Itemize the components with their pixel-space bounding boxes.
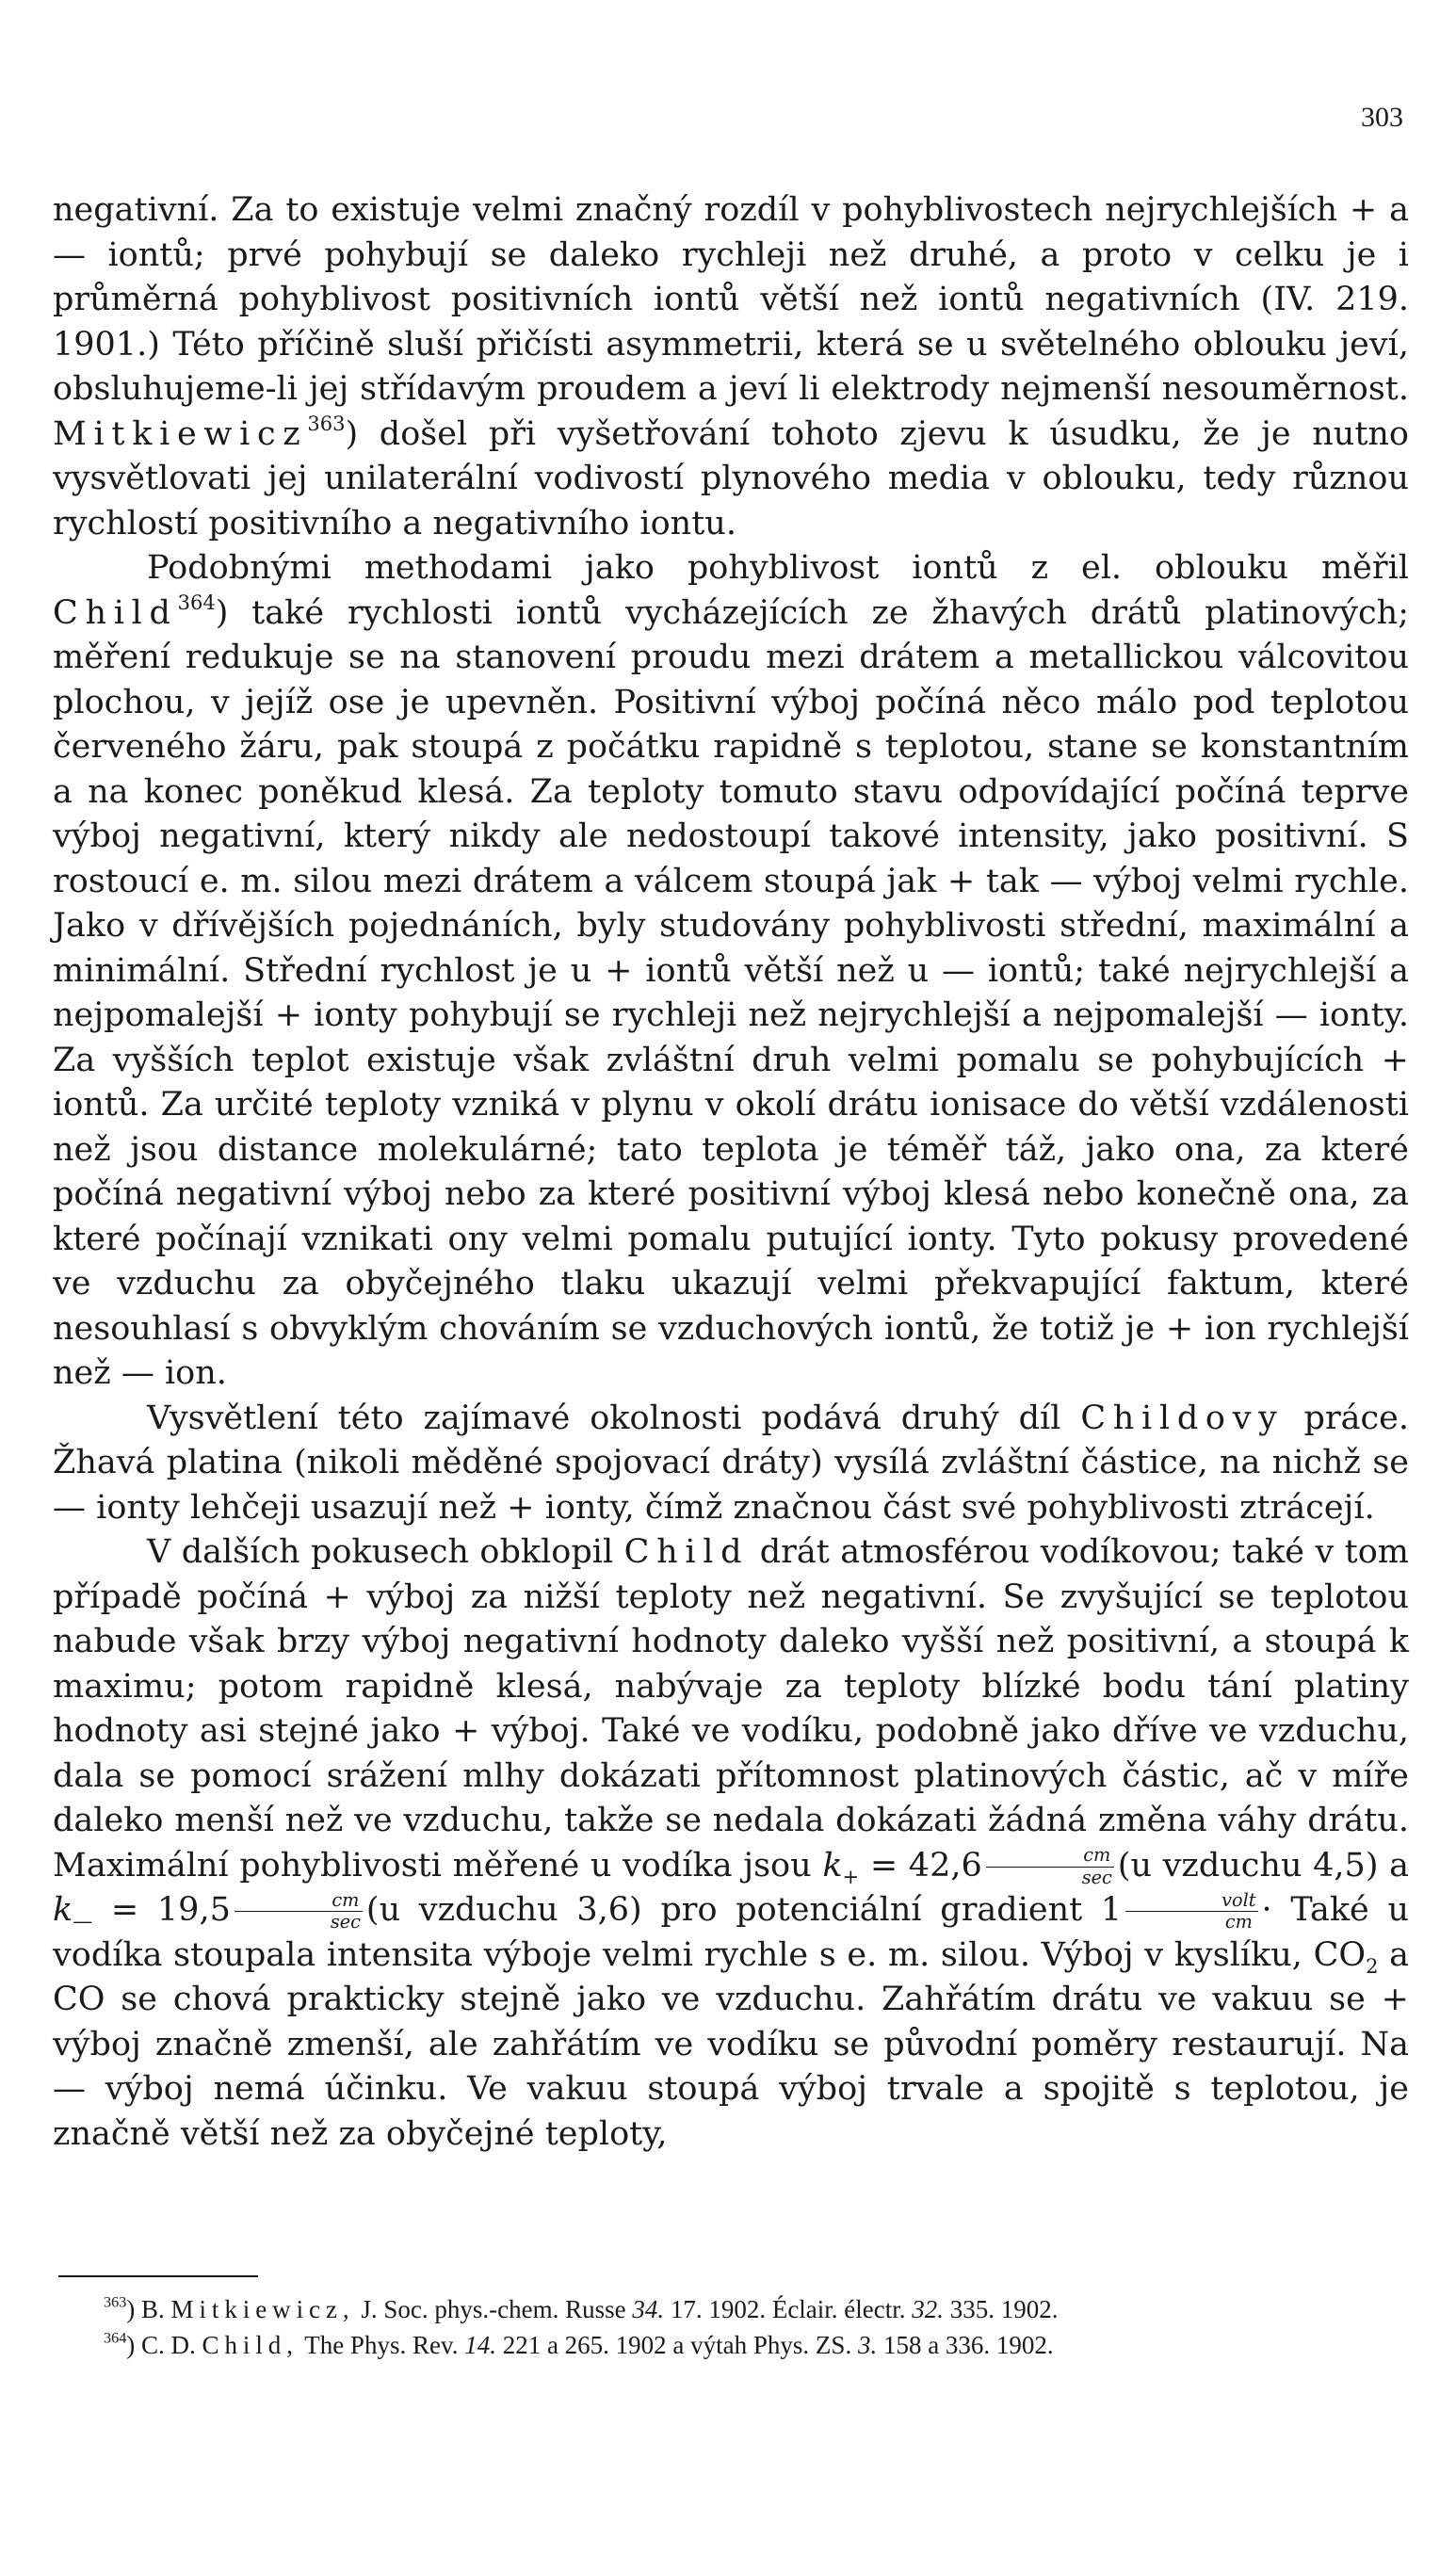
footnote-ref-364: 364: [177, 590, 216, 614]
footnote-364-volume: 14.: [464, 2331, 496, 2359]
paragraph-1-text-b: ) došel při vyšetřování tohoto zjevu k úsudku, že je nutno vysvětlovati jej unilaterální vodivostí plynového media v oblouku, tedy různou rychlostí positivního a negativního iontu.: [53, 414, 1409, 542]
paragraph-1-text-a: negativní. Za to existuje velmi značný rozdíl v pohyblivostech nejrychlejších + a — iontů; prvé pohybují se daleko rychleji než druhé, a proto v celku je i průměrná pohyblivost positivních iontů větší než iontů negativních (IV. 219. 1901.) Této příčině sluší přičísti asymmetrii, která se u světelného oblouku jeví, obsluhujeme-li jej střídavým proudem a jeví li elektrody nejmenší nesouměrnost.: [53, 191, 1409, 408]
main-text: [53, 188, 1409, 2157]
paragraph-2-text-b: ) také rychlosti iontů vycházejících ze žhavých drátů platinových; měření redukuje se na stanovení proudu mezi drátem a metallickou válcovitou plochou, v jejíž ose je upevněn. Positivní výboj počíná něco málo pod teplotou červeného žáru, pak stoupá z počátku rapidně s teplotou, stane se konstantním a na konec poněkud klesá. Za teploty tomuto stavu odpovídající počíná teprve výboj negativní, který nikdy ale nedostoupí takové intensity, jako positivní. S rostoucí e. m. silou mezi drátem a válcem stoupá jak + tak — výboj velmi rychle. Jako v dřívějších pojednáních, byly studovány pohyblivosti střední, maximální a minimální. Střední rychlost je u + iontů větší než u — iontů; také nejrychlejší a nejpomalejší + ionty pohybují se rychleji než nejrychlejší a nejpomalejší — ionty. Za vyšších teplot existuje však zvláštní druh velmi pomalu se pohybujících + iontů. Za určité teploty vzniká v plynu v okolí drátu ionisace do větší vzdálenosti než jsou distance molekulárné; tato teplota je téměř táž, jako ona, za které počíná negativní výboj nebo za které positivní výboj klesá nebo konečně ona, za které počínají vznikati ony velmi pomalu putující ionty. Tyto pokusy provedené ve vzduchu za obyčejného tlaku ukazují velmi překvapující faktum, které nesouhlasí s obvyklým chováním se vzduchových iontů, že totiž je + ion rychlejší než — ion.: [53, 593, 1409, 1392]
paragraph-4-text-c: · Také u vodíka stoupala intensita výboje velmi rychle s e. m. silou. Výboj v kyslíku, CO: [53, 1891, 1409, 1974]
unit-fraction-cm-sec: [986, 1845, 1114, 1887]
air-value-1: (u vzduchu 4,5) a: [1117, 1846, 1409, 1885]
author-child-2: Child: [623, 1533, 750, 1571]
footnote-364-text-c: 221 a 265. 1902 a výtah Phys. ZS.: [502, 2331, 852, 2359]
unit-fraction-cm-sec-2: [235, 1890, 363, 1933]
footnote-364-text-a: ) C. D.: [126, 2331, 196, 2359]
k-plus-subscript: +: [842, 1865, 860, 1888]
co2-subscript: 2: [1366, 1954, 1379, 1978]
footnote-ref-363: 363: [307, 412, 346, 435]
footnote-364-author: Child,: [202, 2331, 299, 2359]
paragraph-3-text-b: práce. Žhavá platina (nikoli měděné spojovací dráty) vysílá zvláštní částice, na nichž se — ionty lehčeji usazují než + ionty, čímž značnou část své pohyblivosti ztrácejí.: [53, 1399, 1409, 1527]
footnotes: [58, 2291, 1409, 2363]
page-number: 303: [1361, 102, 1403, 133]
footnote-363-text-d: 335. 1902.: [949, 2295, 1059, 2323]
footnote-363-text-a: ) B.: [126, 2295, 165, 2323]
footnote-364-marker: 364: [104, 2329, 127, 2347]
paragraph-4-text-b: drát atmosférou vodíkovou; také v tom případě počíná + výboj za nižší teploty než negativní. Se zvyšující se teplotou nabude však brzy výboj negativní hodnoty daleko vyšší než positivní, a stoupá k maximu; potom rapidně klesá, nabývaje za teploty blízké bodu tání platiny hodnoty asi stejné jako + výboj. Také ve vodíku, podobně jako dříve ve vzduchu, dala se pomocí srážení mlhy dokázati přítomnost platinových částic, ač v míře daleko menší než ve vzduchu, takže se nedala dokázati žádná změna váhy drátu. Maximální pohyblivosti měřené u vodíka jsou: [53, 1533, 1409, 1885]
paragraph-4-text-a: V dalších pokusech obklopil: [147, 1533, 614, 1571]
k-minus-symbol: k: [53, 1891, 73, 1929]
gradient-fraction-volt-cm: [1125, 1890, 1257, 1933]
k-minus-subscript: —: [73, 1910, 93, 1933]
k-plus-symbol: k: [822, 1846, 843, 1885]
author-mitkiewicz: Mitkiewicz: [53, 414, 308, 453]
unit-fraction-numerator: cm: [986, 1845, 1114, 1867]
gradient-fraction-numerator: volt: [1125, 1890, 1257, 1912]
paragraph-2: [53, 546, 1409, 1397]
unit-fraction-denominator: sec: [1081, 1866, 1112, 1888]
k-plus-value: = 42,6: [869, 1846, 982, 1885]
paragraph-4-text-d: a CO se chová prakticky stejně jako ve vzduchu. Zahřátím drátu ve vakuu se + výboj značně zmenší, ale zahřátím ve vodíku se původní poměry restaurují. Na — výboj nemá účinku. Ve vakuu stoupá výboj trvale a spojitě s teplotou, je značně větší než za obyčejné teploty,: [53, 1935, 1409, 2153]
unit-fraction-numerator-2: cm: [235, 1890, 363, 1912]
k-minus-value: = 19,5: [110, 1891, 231, 1929]
paragraph-3: [53, 1397, 1409, 1531]
footnote-364-text-b: The Phys. Rev.: [304, 2331, 459, 2359]
footnote-363-text-b: J. Soc. phys.-chem. Russe: [361, 2295, 626, 2323]
footnote-363-text-c: 17. 1902. Éclair. électr.: [670, 2295, 906, 2323]
footnote-363-volume-2: 32.: [912, 2295, 944, 2323]
unit-fraction-denominator-2: sec: [330, 1911, 361, 1933]
footnote-363-author: Mitkiewicz,: [170, 2295, 355, 2323]
gradient-fraction-denominator: cm: [1224, 1911, 1253, 1933]
author-childovy: Childovy: [1080, 1399, 1285, 1437]
air-value-2: (u vzduchu 3,6) pro potenciální gradient 1: [365, 1891, 1123, 1929]
paragraph-3-text-a: Vysvětlení této zajímavé okolnosti podává druhý díl: [147, 1399, 1061, 1437]
paragraph-4: [53, 1530, 1409, 2157]
paragraph-1: [53, 188, 1409, 546]
footnote-divider: [58, 2275, 258, 2277]
footnote-363-marker: 363: [104, 2293, 127, 2311]
footnote-364: [58, 2327, 1409, 2363]
paragraph-2-text-a: Podobnými methodami jako pohyblivost iontů z el. oblouku měřil: [147, 549, 1409, 587]
footnote-364-text-d: 158 a 336. 1902.: [882, 2331, 1054, 2359]
author-child: Child: [53, 593, 178, 632]
footnote-363-volume: 34.: [632, 2295, 665, 2323]
footnote-364-volume-2: 3.: [857, 2331, 878, 2359]
footnote-363: [58, 2291, 1409, 2327]
